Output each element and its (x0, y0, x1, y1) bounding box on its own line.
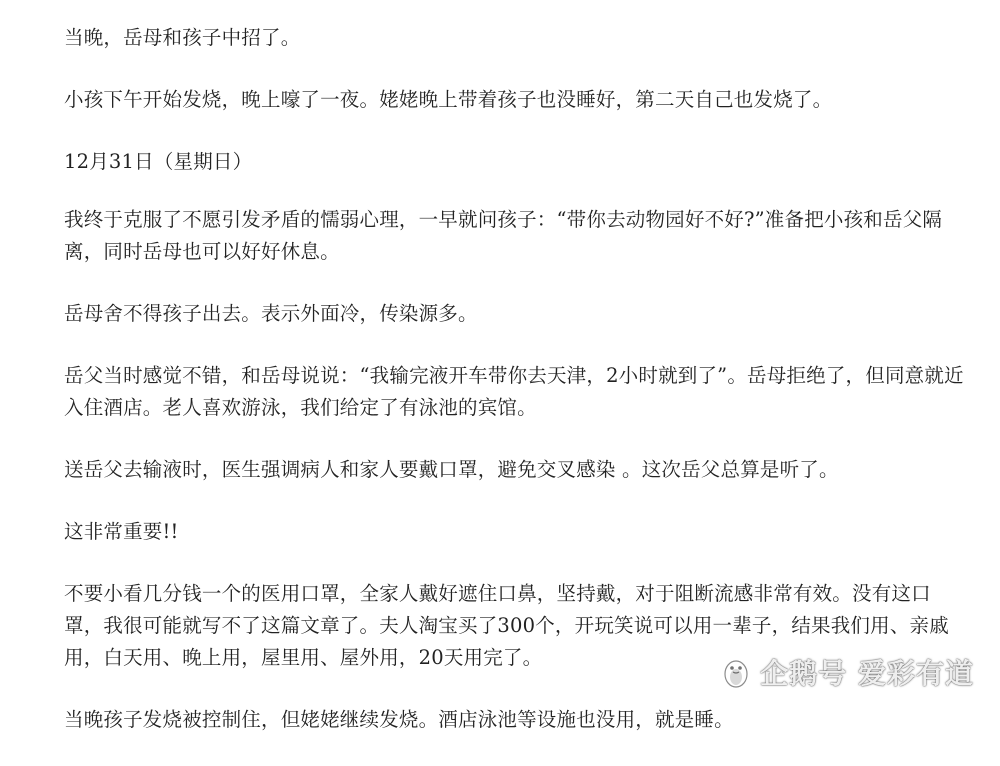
paragraph-1: 当晚，岳母和孩子中招了。 (64, 26, 301, 49)
paragraph-6: 岳父当时感觉不错，和岳母说说：“我输完液开车带你去天津，2小时就到了”。岳母拒绝了，但同意就近入住酒店。老人喜欢游泳，我们给定了有泳池的宾馆。 (64, 364, 964, 419)
paragraph-10: 当晚孩子发烧被控制住，但姥姥继续发烧。酒店泳池等设施也没用，就是睡。 (64, 708, 734, 731)
date-heading: 12月31日（星期日） (64, 150, 253, 173)
paragraph-9: 不要小看几分钱一个的医用口罩，全家人戴好遮住口鼻，坚持戴，对于阻断流感非常有效。没有这口罩，我很可能就写不了这篇文章了。夫人淘宝买了300个，开玩笑说可以用一辈子，结果我们用、亲戚用，白天用、晚上用，屋里用、屋外用，20天用完了。 (64, 582, 949, 669)
paragraph-7: 送岳父去输液时，医生强调病人和家人要戴口罩，避免交叉感染 。这次岳父总算是听了。 (64, 458, 839, 481)
watermark-text: 企鹅号 爱彩有道 (760, 657, 974, 690)
paragraph-4: 我终于克服了不愿引发矛盾的懦弱心理，一早就问孩子：“带你去动物园好不好?”准备把小孩和岳父隔离，同时岳母也可以好好休息。 (64, 208, 943, 263)
paragraph-8: 这非常重要!! (64, 520, 179, 543)
source-watermark (718, 652, 974, 692)
paragraph-5: 岳母舍不得孩子出去。表示外面冷，传染源多。 (64, 302, 478, 325)
penguin-icon (718, 654, 754, 690)
paragraph-2: 小孩下午开始发烧，晚上嚎了一夜。姥姥晚上带着孩子也没睡好，第二天自己也发烧了。 (64, 88, 833, 111)
